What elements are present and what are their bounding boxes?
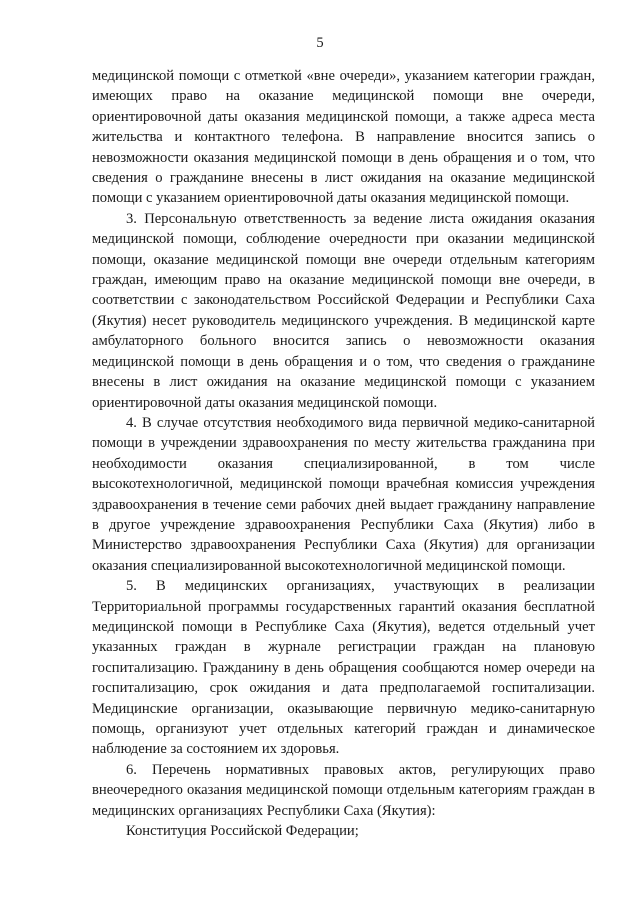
paragraph-item-6: 6. Перечень нормативных правовых актов, регулирующих право внеочередного оказания медицинской помощи отдельным категориям граждан в медицинских организациях Республики Саха (Якутия): (92, 761, 595, 819)
page-number: 5 (316, 35, 324, 51)
paragraph-item-4: 4. В случае отсутствия необходимого вида первичной медико-санитарной помощи в учреждении здравоохранения по месту жительства гражданина при необходимости оказания специализированной, в том числе высокотехнологичной, медицинской помощи врачебная комиссия учреждения здравоохранения в течение семи рабочих дней выдает гражданину направление в другое учреждение здравоохранения Республики Саха (Якутия) либо в Министерство здравоохранения Республики Саха (Якутия) для организации оказания специализированной высокотехнологичной медицинской помощи. (92, 414, 595, 574)
paragraph-continuation: медицинской помощи с отметкой «вне очереди», указанием категории граждан, имеющих право на оказание медицинской помощи вне очереди, ориентировочной даты оказания медицинской помощи, а также адреса места жительства и контактного телефона. В направление вносится запись о невозможности оказания медицинской помощи в день обращения и о том, что сведения о гражданине внесены в лист ожидания на оказание медицинской помощи с указанием ориентировочной даты оказания медицинской помощи. (92, 68, 595, 207)
paragraph-item-3: 3. Персональную ответственность за ведение листа ожидания оказания медицинской помощи, соблюдение очередности при оказании медицинской помощи, оказание медицинской помощи вне очереди отдельным категориям граждан, имеющим право на оказание медицинской помощи вне очереди, в соответствии с законодательством Российской Федерации и Республики Саха (Якутия) несет руководитель медицинского учреждения. В медицинской карте амбулаторного больного вносится запись о невозможности оказания медицинской помощи в день обращения и о том, что сведения о гражданине внесены в лист ожидания на оказание медицинской помощи с указанием ориентировочной даты оказания медицинской помощи. (92, 210, 595, 411)
list-item-constitution: Конституция Российской Федерации; (126, 823, 359, 840)
paragraph-item-5: 5. В медицинских организациях, участвующих в реализации Территориальной программы государственных гарантий оказания бесплатной медицинской помощи в Республике Саха (Якутия), ведется отдельный учет указанных граждан в журнале регистрации граждан на плановую госпитализацию. Гражданину в день обращения сообщаются номер очереди на госпитализацию, срок ожидания и дата предполагаемой госпитализации. Медицинские организации, оказывающие первичную медико-санитарную помощь, организуют учет отдельных категорий граждан и динамическое наблюдение за состоянием их здоровья. (92, 578, 595, 758)
document-body (92, 66, 595, 841)
